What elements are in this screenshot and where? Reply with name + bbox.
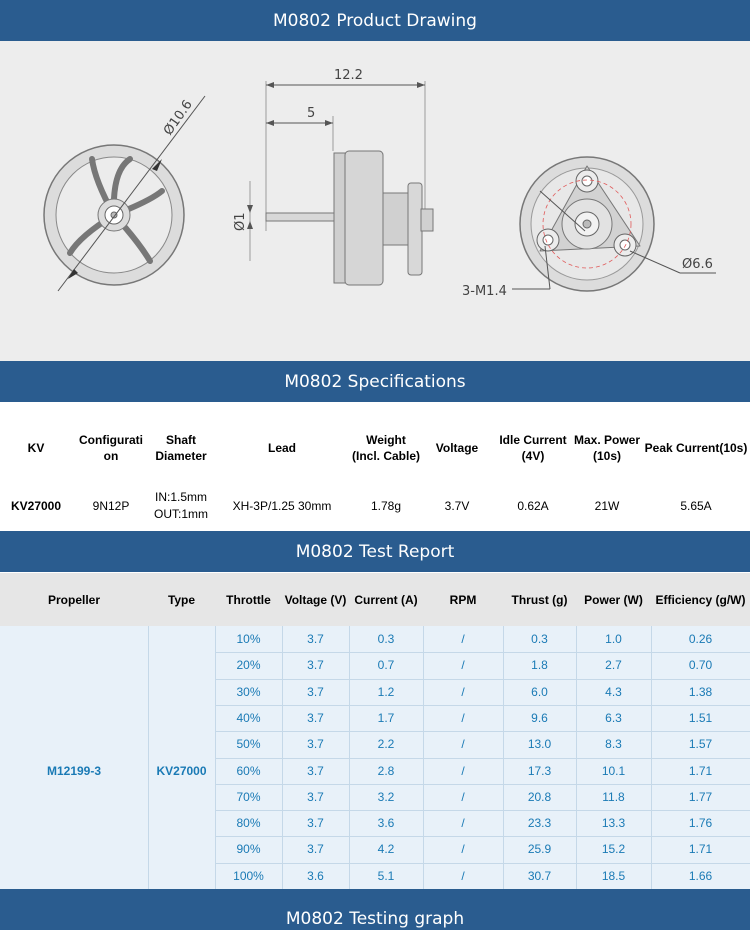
report-cell-power: 2.7: [605, 658, 622, 673]
report-cell-current: 4.2: [377, 842, 395, 857]
report-cell-throttle: 40%: [236, 710, 261, 725]
grid-line: [215, 705, 750, 706]
grid-line: [215, 652, 750, 653]
spec-value-configuration: 9N12P: [92, 499, 130, 513]
grid-line: [215, 810, 750, 811]
report-cell-current: 1.2: [377, 684, 395, 699]
report-cell-efficiency: 0.70: [688, 658, 713, 673]
report-cell-efficiency: 0.26: [688, 632, 713, 646]
dim-overall-length: 12.2: [334, 68, 363, 83]
spec-value-max-power: 21W: [594, 499, 620, 513]
spec-header-idle-current: Idle Current (4V): [499, 433, 567, 463]
report-cell-rpm: /: [461, 816, 465, 831]
report-cell-throttle: 60%: [236, 763, 261, 778]
dim-outer-diameter: Ø10.6: [160, 97, 196, 139]
report-header-type: Type: [167, 592, 196, 607]
table-row: [215, 784, 750, 810]
spec-value-lead: XH-3P/1.25 30mm: [232, 499, 332, 513]
report-cell-voltage: 3.7: [307, 684, 324, 699]
report-cell-voltage: 3.7: [307, 737, 324, 752]
report-cell-rpm: /: [461, 710, 465, 725]
spec-value-shaft: IN:1.5mm OUT:1mm: [154, 490, 208, 521]
report-cell-thrust: 9.6: [531, 710, 548, 725]
table-row: [215, 731, 750, 757]
report-cell-voltage: 3.7: [307, 658, 324, 673]
grid-line: [215, 836, 750, 837]
report-header-propeller: Propeller: [47, 592, 101, 607]
spec-header-kv: KV: [27, 441, 45, 455]
report-cell-thrust: 23.3: [527, 816, 552, 831]
report-cell-thrust: 1.8: [531, 658, 548, 673]
motor-side-view: [247, 81, 433, 285]
report-cell-efficiency: 1.66: [688, 868, 713, 883]
report-type-cell: KV27000: [156, 764, 207, 778]
spec-value-peak-current: 5.65A: [680, 499, 712, 513]
report-cell-rpm: /: [461, 868, 465, 883]
table-row: [215, 652, 750, 678]
report-cell-voltage: 3.7: [307, 710, 324, 725]
report-cell-thrust: 20.8: [527, 789, 552, 804]
spec-header-voltage: Voltage: [435, 441, 479, 455]
report-cell-power: 18.5: [601, 868, 626, 883]
report-cell-power: 15.2: [601, 842, 626, 857]
grid-line: [215, 758, 750, 759]
report-header-thrust: Thrust (g): [511, 592, 568, 607]
drawing-title: M0802 Product Drawing: [273, 10, 477, 31]
spec-title: M0802 Specifications: [284, 371, 466, 392]
dim-shaft-diameter: Ø1: [233, 212, 248, 231]
report-cell-power: 11.8: [602, 789, 625, 804]
spec-header-weight: Weight (Incl. Cable): [352, 433, 421, 463]
report-cell-current: 2.8: [377, 763, 395, 778]
report-cell-thrust: 6.0: [531, 684, 548, 699]
table-row: [215, 679, 750, 705]
report-cell-rpm: /: [461, 763, 465, 778]
table-row: [215, 626, 750, 652]
grid-line: [215, 731, 750, 732]
drawing-title-band: [0, 0, 750, 41]
report-title: M0802 Test Report: [295, 541, 455, 562]
motor-technical-drawing: [0, 41, 750, 361]
dim-mount-holes: 3-M1.4: [462, 284, 507, 299]
report-cell-thrust: 25.9: [527, 842, 552, 857]
spec-value-voltage: 3.7V: [444, 499, 470, 513]
report-cell-power: 4.3: [605, 684, 622, 699]
report-cell-voltage: 3.7: [307, 816, 324, 831]
report-cell-power: 8.3: [605, 737, 622, 752]
graph-title: M0802 Testing graph: [285, 908, 465, 929]
report-cell-rpm: /: [461, 842, 465, 857]
report-cell-rpm: /: [461, 789, 465, 804]
spec-header-lead: Lead: [267, 441, 296, 455]
report-cell-efficiency: 1.77: [688, 789, 713, 804]
spec-value-weight: 1.78g: [370, 499, 402, 513]
report-header-row: [0, 573, 750, 626]
grid-line: [148, 626, 149, 916]
report-title-band: [0, 531, 750, 572]
report-cell-thrust: 17.3: [527, 763, 552, 778]
report-cell-throttle: 30%: [236, 684, 261, 699]
dim-shaft-length: 5: [307, 106, 316, 121]
report-cell-efficiency: 1.57: [688, 737, 713, 752]
table-row: [215, 810, 750, 836]
report-cell-power: 13.3: [601, 816, 626, 831]
report-cell-efficiency: 1.71: [688, 842, 713, 857]
grid-line: [215, 784, 750, 785]
report-header-rpm: RPM: [449, 592, 477, 607]
report-cell-current: 5.1: [377, 868, 395, 883]
report-cell-thrust: 0.3: [531, 632, 548, 646]
spec-table: [0, 402, 750, 529]
dim-mount-circle: Ø6.6: [682, 257, 713, 272]
report-cell-throttle: 100%: [233, 868, 264, 883]
report-cell-rpm: /: [461, 684, 465, 699]
report-cell-current: 3.2: [377, 789, 395, 804]
table-row: [215, 705, 750, 731]
report-cell-efficiency: 1.51: [688, 710, 713, 725]
report-cell-rpm: /: [461, 658, 465, 673]
report-cell-voltage: 3.6: [307, 868, 324, 883]
report-cell-voltage: 3.7: [307, 632, 324, 646]
table-row: [215, 863, 750, 889]
report-cell-efficiency: 1.76: [688, 816, 713, 831]
report-cell-throttle: 70%: [236, 789, 261, 804]
report-cell-efficiency: 1.38: [688, 684, 713, 699]
spec-header-shaft: Shaft Diameter: [155, 433, 207, 463]
grid-line: [215, 863, 750, 864]
report-cell-efficiency: 1.71: [688, 763, 713, 778]
report-cell-rpm: /: [461, 632, 465, 646]
spec-value-idle-current: 0.62A: [517, 499, 549, 513]
table-row: [215, 758, 750, 784]
spec-header-configuration: Configurati on: [79, 433, 143, 463]
report-cell-throttle: 90%: [236, 842, 261, 857]
report-cell-current: 3.6: [377, 816, 395, 831]
report-cell-voltage: 3.7: [307, 789, 324, 804]
report-cell-current: 1.7: [377, 710, 395, 725]
report-cell-throttle: 50%: [236, 737, 261, 752]
report-cell-throttle: 10%: [236, 632, 261, 646]
report-propeller-cell: M12199-3: [46, 764, 102, 778]
report-cell-voltage: 3.7: [307, 763, 324, 778]
report-cell-rpm: /: [461, 737, 465, 752]
table-row: [215, 836, 750, 862]
spec-value-kv: KV27000: [10, 499, 62, 513]
spec-title-band: [0, 361, 750, 402]
report-cell-current: 2.2: [377, 737, 395, 752]
spec-value-row: [0, 488, 750, 524]
report-cell-power: 10.1: [601, 763, 626, 778]
spec-header-row: [0, 408, 750, 488]
report-cell-power: 1.0: [605, 632, 622, 646]
spec-header-max-power: Max. Power (10s): [573, 433, 641, 463]
graph-title-band: [0, 889, 750, 930]
report-header-efficiency: Efficiency (g/W): [655, 592, 746, 607]
report-header-current: Current (A): [354, 592, 418, 607]
report-cell-thrust: 13.0: [527, 737, 552, 752]
report-cell-current: 0.3: [377, 632, 395, 646]
product-drawing: [0, 41, 750, 361]
report-header-voltage: Voltage (V): [284, 592, 347, 607]
report-cell-power: 6.3: [605, 710, 622, 725]
report-header-throttle: Throttle: [226, 592, 271, 607]
report-cell-thrust: 30.7: [527, 868, 552, 883]
report-cell-current: 0.7: [377, 658, 395, 673]
spec-header-peak-current: Peak Current(10s): [644, 441, 748, 455]
report-cell-throttle: 20%: [236, 658, 261, 673]
report-body: [0, 626, 750, 916]
report-header-power: Power (W): [584, 592, 643, 607]
report-cell-voltage: 3.7: [307, 842, 324, 857]
grid-line: [215, 679, 750, 680]
report-cell-throttle: 80%: [236, 816, 261, 831]
